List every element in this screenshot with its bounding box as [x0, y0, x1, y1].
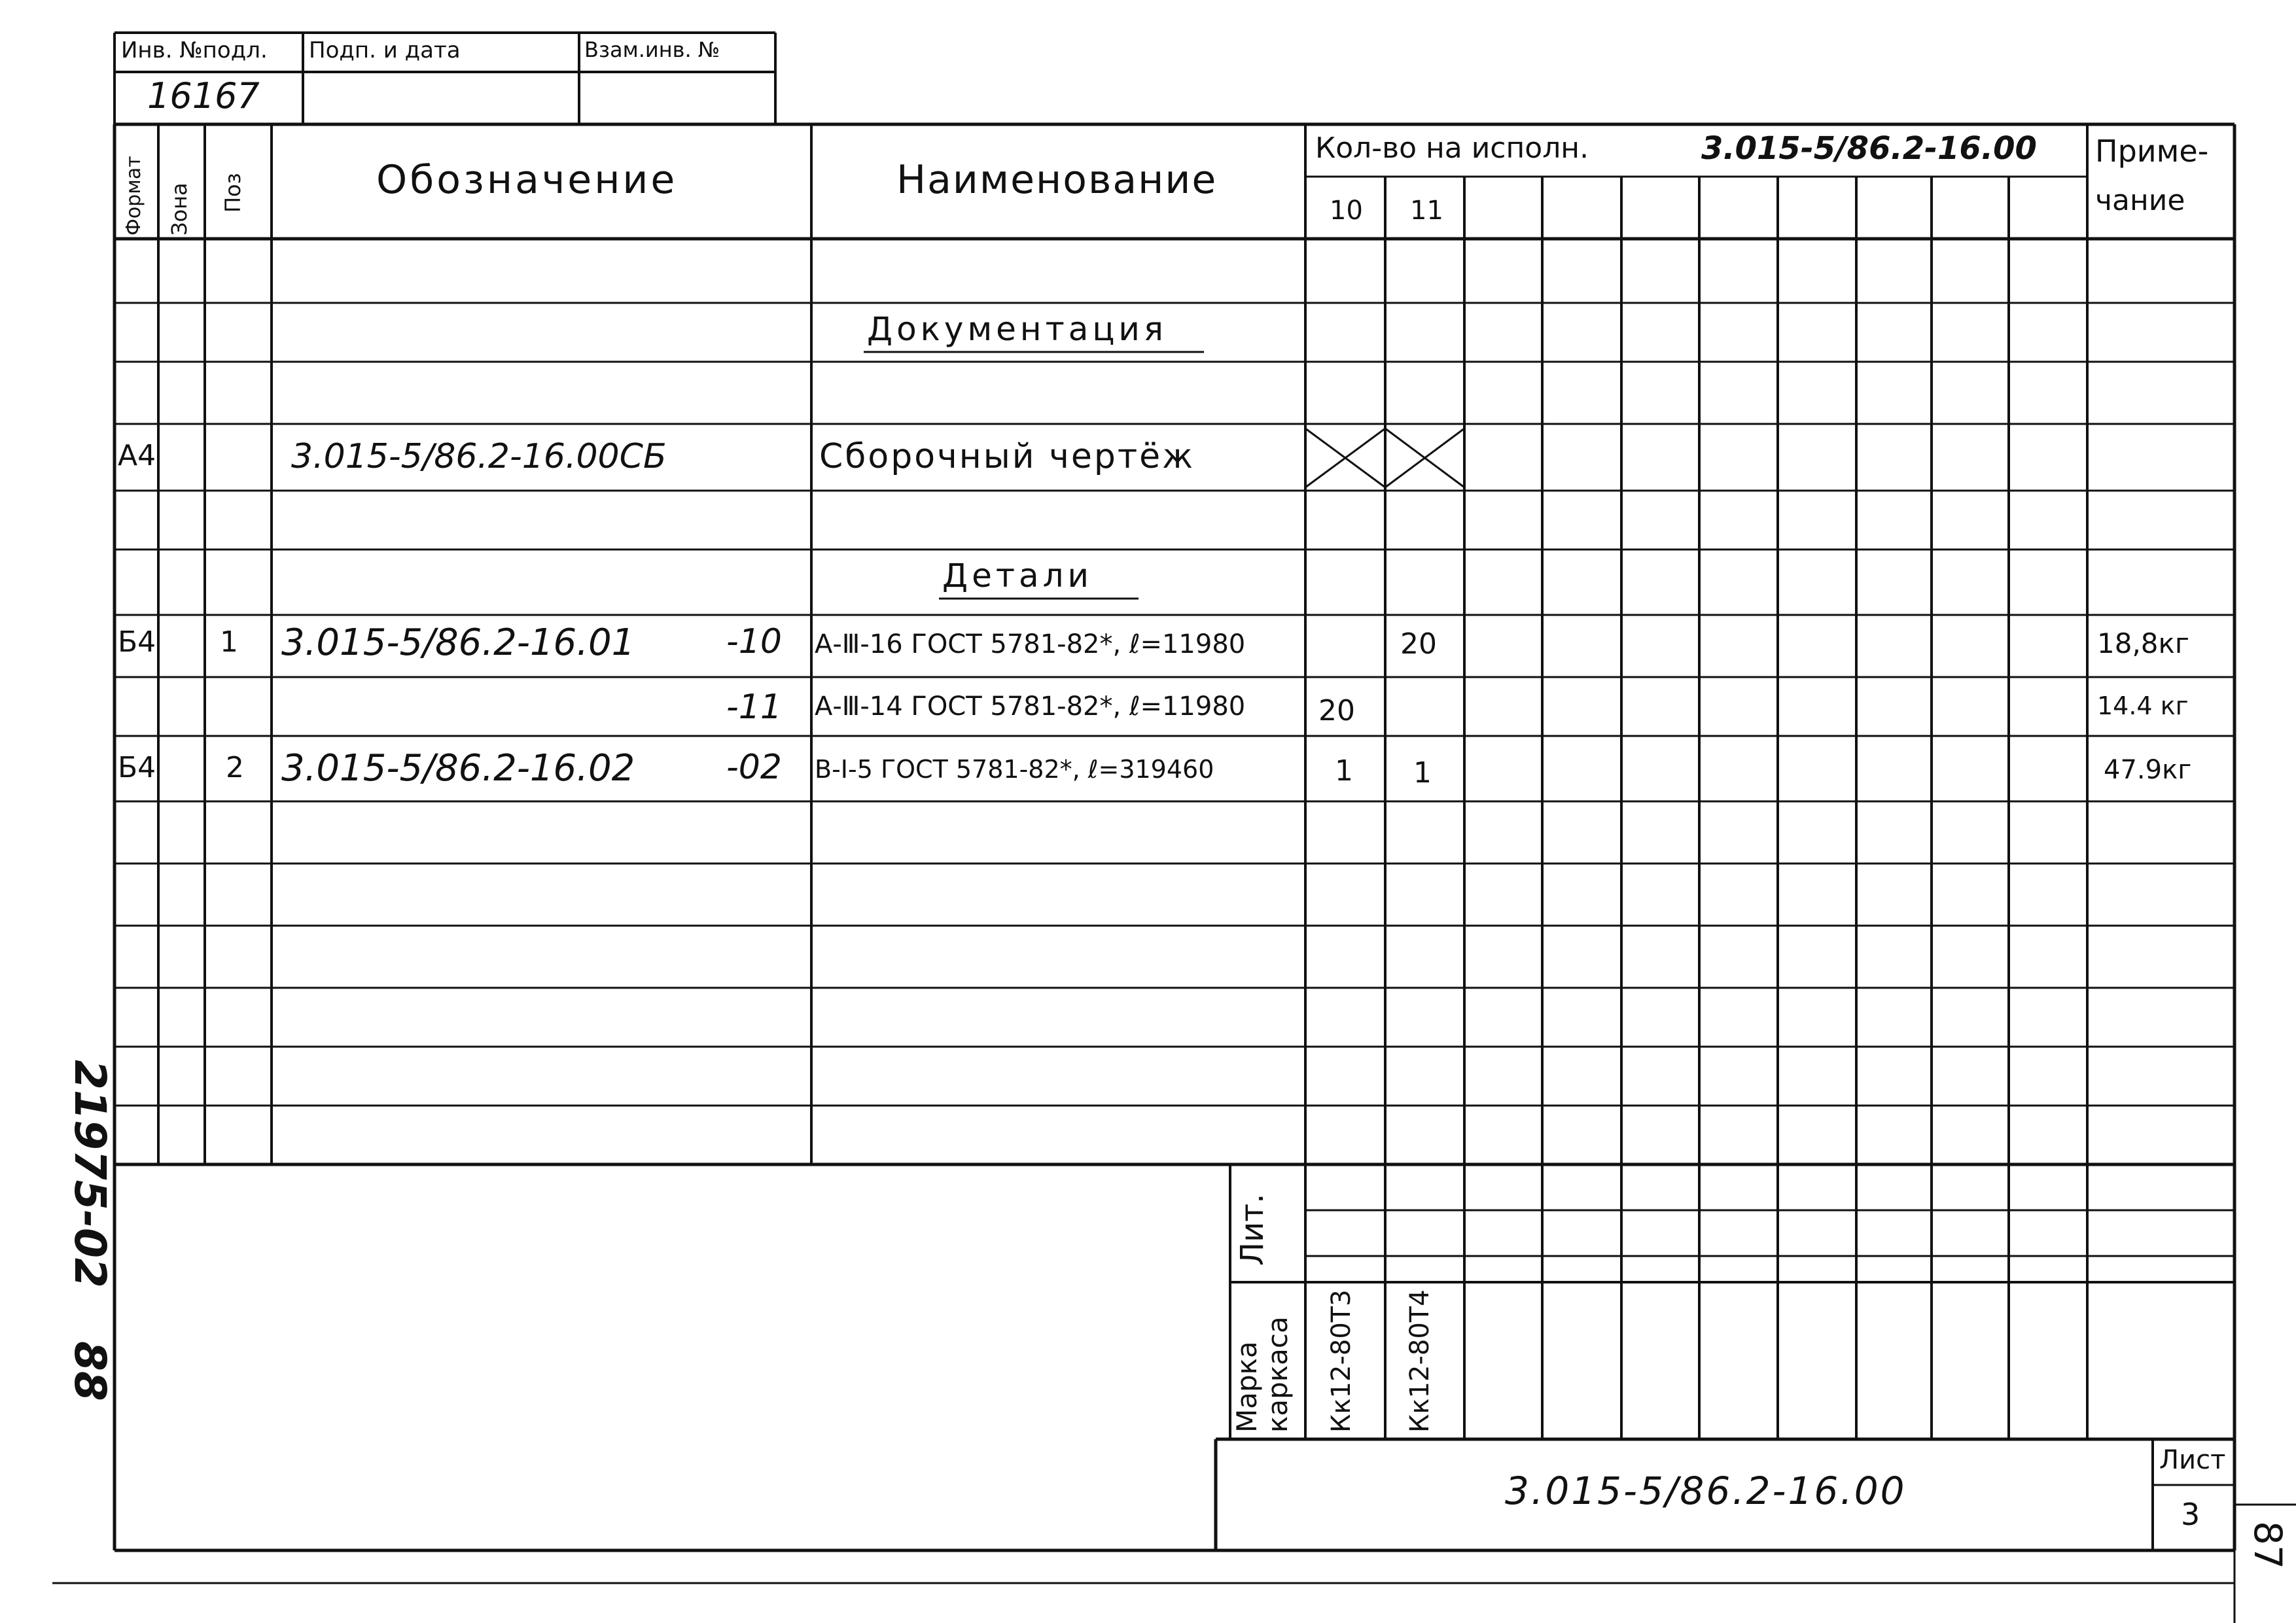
footer-sheet-number: 3 [2181, 1497, 2200, 1532]
footer-doc-number: 3.015-5/86.2-16.00 [1505, 1469, 1907, 1513]
footer-mark-11: Кк12-80Т4 [1405, 1289, 1435, 1433]
footer-sheet-label: Лист [2159, 1445, 2226, 1475]
row-name: Сборочный чертёж [819, 437, 1195, 476]
stamp-inv-number: 16167 [147, 75, 260, 116]
header-qty-prefix: Кол-во на исполн. [1315, 131, 1589, 165]
row-format: А4 [118, 439, 156, 472]
row-qty-10: 20 [1318, 694, 1355, 727]
row-note: 18,8кг [2097, 627, 2189, 659]
stamp-inv-header: Инв. №подл. [121, 37, 268, 63]
row-note: 14.4 кг [2097, 691, 2189, 720]
row-qty-10: 1 [1335, 754, 1353, 788]
header-qty-col-11: 11 [1410, 196, 1443, 226]
row-pos: 1 [220, 625, 238, 659]
row-suffix: -10 [726, 622, 782, 661]
row-designation: 3.015-5/86.2-16.01 [281, 621, 635, 664]
row-designation: 3.015-5/86.2-16.02 [281, 747, 635, 790]
header-pos: Поз [221, 173, 245, 213]
page-number: 87 [2246, 1521, 2290, 1569]
stamp-sign-header: Подп. и дата [309, 37, 461, 63]
row-name: А-Ⅲ-14 ГОСТ 5781-82*, ℓ=11980 [815, 691, 1246, 722]
row-designation: 3.015-5/86.2-16.00СБ [291, 437, 667, 476]
row-name: В-Ⅰ-5 ГОСТ 5781-82*, ℓ=319460 [815, 755, 1214, 784]
header-qty-col-10: 10 [1330, 196, 1363, 226]
margin-side-code: 21975-02 [65, 1060, 115, 1288]
row-qty-11: 1 [1413, 756, 1432, 790]
row-name: А-Ⅲ-16 ГОСТ 5781-82*, ℓ=11980 [815, 629, 1246, 659]
header-name: Наименование [896, 157, 1218, 203]
header-zone: Зона [167, 183, 192, 236]
margin-side-number: 88 [65, 1341, 115, 1401]
header-format: Формат [122, 156, 145, 236]
row-format: Б4 [118, 625, 156, 659]
row-pos: 2 [226, 751, 244, 784]
row-suffix: -11 [726, 688, 782, 727]
footer-marka-line1: Марка [1231, 1341, 1263, 1433]
footer-lit-label: Лит. [1234, 1193, 1271, 1266]
stamp-replace-header: Взам.инв. № [584, 37, 720, 62]
row-suffix: -02 [726, 748, 782, 787]
row-format: Б4 [118, 751, 156, 784]
section-documentation: Документация [867, 310, 1167, 348]
footer-marka-line2: каркаса [1262, 1316, 1294, 1433]
section-details: Детали [942, 557, 1093, 595]
header-qty-doc: 3.015-5/86.2-16.00 [1701, 130, 2037, 167]
header-note-line2: чание [2095, 184, 2185, 217]
row-qty-11: 20 [1400, 627, 1437, 661]
header-designation: Обозначение [376, 157, 678, 203]
footer-mark-10: Кк12-80Т3 [1326, 1289, 1356, 1433]
header-note-line1: Приме- [2095, 133, 2209, 169]
row-note: 47.9кг [2104, 755, 2192, 785]
